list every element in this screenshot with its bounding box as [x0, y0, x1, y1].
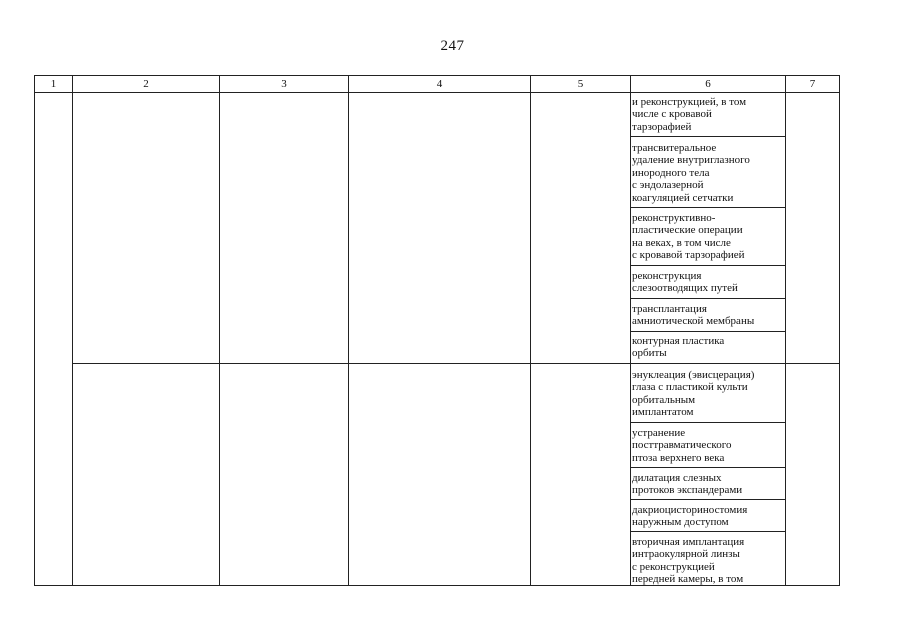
- column-header-4: 4: [436, 78, 443, 90]
- procedure-cell: трансплантация амниотической мембраны: [632, 303, 755, 328]
- procedure-cell: реконструктивно- пластические операции на веках, в том числе с кровавой тарзорафией: [632, 212, 745, 262]
- procedure-cell: контурная пластика орбиты: [632, 335, 725, 360]
- column-header-5: 5: [577, 78, 584, 90]
- group-separator: [72, 363, 840, 364]
- row-separator: [630, 265, 785, 266]
- procedure-cell: устранение посттравматического птоза верхнего века: [632, 427, 732, 464]
- col-border-4: [530, 75, 531, 586]
- procedure-cell: дилатация слезных протоков экспандерами: [632, 472, 743, 497]
- column-header-6: 6: [705, 78, 711, 90]
- column-header-7: 7: [809, 78, 816, 90]
- row-separator: [630, 422, 785, 423]
- row-separator: [630, 499, 785, 500]
- col-border-7: [839, 75, 840, 586]
- row-separator: [630, 298, 785, 299]
- procedure-cell: трансвитеральное удаление внутриглазного инородного тела с эндолазерной коагуляцией сетчатки: [632, 142, 750, 204]
- page-number: 247: [440, 38, 465, 54]
- col-border-3: [348, 75, 349, 586]
- header-bottom-border: [34, 92, 840, 93]
- col-border-1: [72, 75, 73, 586]
- column-header-2: 2: [143, 78, 149, 90]
- row-separator: [630, 331, 785, 332]
- column-header-3: 3: [281, 78, 287, 90]
- procedure-cell: вторичная имплантация интраокулярной линзы с реконструкцией передней камеры, в том: [632, 536, 745, 586]
- column-header-1: 1: [50, 78, 57, 90]
- row-separator: [630, 136, 785, 137]
- procedure-cell: и реконструкцией, в том числе с кровавой тарзорафией: [632, 96, 747, 133]
- col-border-0: [34, 75, 35, 586]
- col-border-2: [219, 75, 220, 586]
- row-separator: [630, 467, 785, 468]
- row-separator: [630, 531, 785, 532]
- row-separator: [630, 207, 785, 208]
- procedure-cell: реконструкция слезоотводящих путей: [632, 270, 738, 295]
- procedure-cell: энуклеация (эвисцерация) глаза с пластикой культи орбитальным имплантатом: [632, 369, 755, 419]
- procedure-cell: дакриоцисториностомия наружным доступом: [632, 504, 748, 529]
